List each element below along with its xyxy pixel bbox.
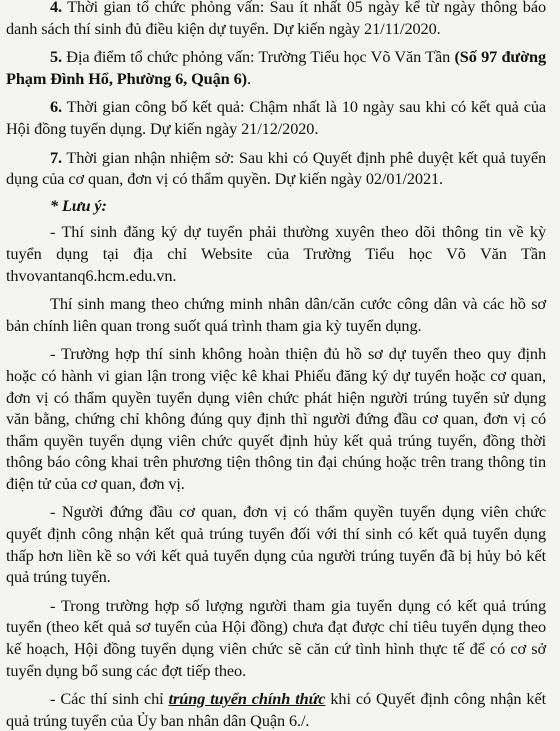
- note-heading-text: * Lưu ý:: [50, 195, 107, 215]
- note-6: [6, 688, 546, 731]
- item-5-number: 5.: [50, 47, 63, 67]
- note-heading: [6, 195, 546, 217]
- note-2: Thí sinh mang theo chứng minh nhân dân/căn cước công dân và các hồ sơ bản chính liên quan trong suốt quá trình tham gia kỳ tuyển dụng.: [6, 294, 546, 335]
- item-6-number: 6.: [50, 97, 63, 117]
- item-7: [6, 147, 546, 190]
- note-5: - Trong trường hợp số lượng người tham gia tuyển dụng có kết quả trúng tuyển (theo kết quả sơ tuyển của Hội đồng) chưa đạt được chỉ tiêu tuyển dụng theo kế hoạch, Hội đồng tuyển dụng viên chức sẽ căn cứ tình hình thực tế để có cơ sở tuyển dụng bổ sung các đợt tiếp theo.: [6, 595, 546, 680]
- item-6: [6, 96, 546, 139]
- note-6-post: khi có Quyết định công nhận kết quả trúng tuyển của Ủy ban nhân dân Quận 6./.: [6, 689, 547, 730]
- item-5-address: (Số 97 đường Phạm Đình Hổ, Phường 6, Quận 6): [6, 47, 546, 88]
- item-7-text: Thời gian nhận nhiệm sở: Sau khi có Quyết định phê duyệt kết quả tuyển dụng của cơ quan, đơn vị có thẩm quyền. Dự kiến ngày 02/01/2021.: [6, 147, 546, 189]
- note-1: - Thí sinh đăng ký dự tuyển phải thường xuyên theo dõi thông tin về kỳ tuyển dụng tại địa chỉ Website của Trường Tiểu học Võ Văn Tần thvovantanq6.hcm.edu.vn.: [6, 222, 546, 285]
- item-5-text: Địa điểm tổ chức phỏng vấn: Trường Tiểu học Võ Văn Tần: [62, 47, 455, 67]
- note-4: - Người đứng đầu cơ quan, đơn vị có thẩm quyền tuyển dụng viên chức quyết định công nhận kết quả trúng tuyển đối với thí sinh có kết quả tuyển dụng thấp hơn liền kề so với kết quả tuyển dụng của người trúng tuyển đã bị hủy bỏ kết quả trúng tuyển.: [6, 502, 546, 587]
- item-7-number: 7.: [50, 147, 63, 167]
- item-5-end: .: [246, 68, 251, 88]
- item-4-number: 4.: [50, 0, 63, 16]
- item-4: [6, 0, 546, 39]
- note-6-pre: - Các thí sinh chỉ: [50, 689, 169, 709]
- note-3: - Trường hợp thí sinh không hoàn thiện đủ hồ sơ dự tuyển theo quy định hoặc có hành vi gian lận trong việc kê khai Phiếu đăng ký dự tuyển hoặc cơ quan, đơn vị có thẩm quyền tuyển dụng viên chức phát hiện người trúng tuyển sử dụng văn bằng, chứng chỉ không đúng quy định thì người đứng đầu cơ quan, đơn vị có thẩm quyền tuyển dụng viên chức quyết định hủy kết quả trúng tuyển, đồng thời thông báo công khai trên phương tiện thông tin đại chúng hoặc trên trang thông tin điện tử của cơ quan, đơn vị.: [6, 344, 546, 493]
- item-5: [6, 46, 546, 89]
- note-6-emphasis: trúng tuyển chính thức: [168, 689, 326, 709]
- item-6-text: Thời gian công bố kết quả: Chậm nhất là 10 ngày sau khi có kết quả của Hội đồng tuyển dụng. Dự kiến ngày 21/12/2020.: [6, 97, 546, 138]
- item-4-text: Thời gian tổ chức phỏng vấn: Sau ít nhất 05 ngày kể từ ngày thông báo danh sách thí sinh đủ điều kiện dự tuyển. Dự kiến ngày 21/11/2020.: [6, 0, 546, 38]
